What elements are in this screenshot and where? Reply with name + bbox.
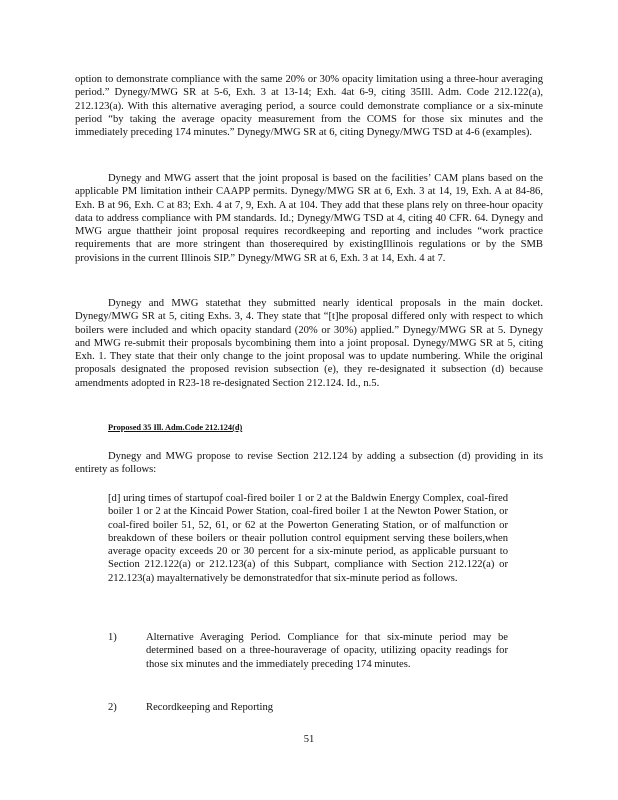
paragraph-1: option to demonstrate compliance with the same 20% or 30% opacity limitation using a three-hour averaging period.” Dynegy/MWG SR at 5-6, Exh. 3 at 13-14; Exh. 4at 6-9, citing 35Ill. Adm. Code 212.122(a), 212.123(a). With this alternative averaging period, a source could demonstrate compliance or a six-minute period “by taking the average opacity measurement from the COMS for those six minutes and the immediately preceding 174 minutes.” Dynegy/MWG SR at 6, citing Dynegy/MWG TSD at 4-6 (examples).: [75, 74, 543, 139]
block-quote: [d] uring times of startupof coal-fired boiler 1 or 2 at the Baldwin Energy Complex, coal-fired boiler 1 or 2 at the Kincaid Power Station, coal-fired boiler 1 at the Newton Power Station, or coal-fired boiler 51, 52, 61, or 62 at the Powerton Generating Station, or of malfunction or breakdown of these boilers or theair pollution control equipment serving these boilers,when average opacity exceeds 20 or 30 percent for a six-minute period, as applicable pursuant to Section 212.122(a) or 212.123(a) of this Subpart, compliance with Section 212.122(a) or 212.123(a) mayalternatively be demonstratedfor that six-minute period as follows.: [108, 493, 508, 584]
list-item-number: 1): [108, 632, 117, 643]
paragraph-3: [75, 297, 543, 390]
paragraph-4-text: Dynegy and MWG propose to revise Section 212.124 by adding a subsection (d) providing in its entirety as follows:: [75, 451, 543, 476]
list-item-text: Alternative Averaging Period. Compliance for that six-minute period may be determined based on a three-houraverage of opacity, utilizing opacity readings for those six minutes and the immediately preceding 174 minutes.: [146, 632, 508, 670]
paragraph-2: [75, 172, 543, 265]
paragraph-4: [75, 450, 543, 477]
paragraph-2-text: Dynegy and MWG assert that the joint proposal is based on the facilities’ CAM plans based on the applicable PM limitation intheir CAAPP permits. Dynegy/MWG SR at 6, Exh. 3 at 14, 19, Exh. A at 84-86, Exh. B at 96, Exh. C at 83; Exh. 4 at 7, 9, Exh. A at 104. They add that these plans rely on three-hour opacity data to address compliance with PM standards. Id.; Dynegy/MWG TSD at 4, citing 40 CFR. 64. Dynegy and MWG argue thattheir joint proposal requires recordkeeping and reporting and includes “work practice requirements that are more stringent than thoserequired by existingIllinois regulations or by the SMB provisions in the current Illinois SIP.” Dynegy/MWG SR at 6, Exh. 3 at 14, Exh. 4 at 7.: [75, 173, 543, 264]
section-heading: Proposed 35 Ill. Adm.Code 212.124(d): [108, 423, 243, 432]
list-item-number: 2): [108, 702, 117, 713]
list-item-text: Recordkeeping and Reporting: [146, 702, 274, 713]
paragraph-3-text: Dynegy and MWG statethat they submitted nearly identical proposals in the main docket. Dynegy/MWG SR at 5, citing Exhs. 3, 4. They state that “[t]he proposal differed only with respect to which boilers were included and which opacity standard (20% or 30%) applied.” Dynegy/MWG SR at 5. Dynegy and MWG re-submit their proposals bycombining them into a joint proposal. Dynegy/MWG SR at 5, citing Exh. 1. They state that their only change to the joint proposal was to update numbering. While the original proposals designated the proposed revision subsection (e), they re-designated it subsection (d) because amendments adopted in R23-18 re-designated Section 212.124. Id., n.5.: [75, 298, 543, 389]
page-number: 51: [303, 734, 315, 745]
